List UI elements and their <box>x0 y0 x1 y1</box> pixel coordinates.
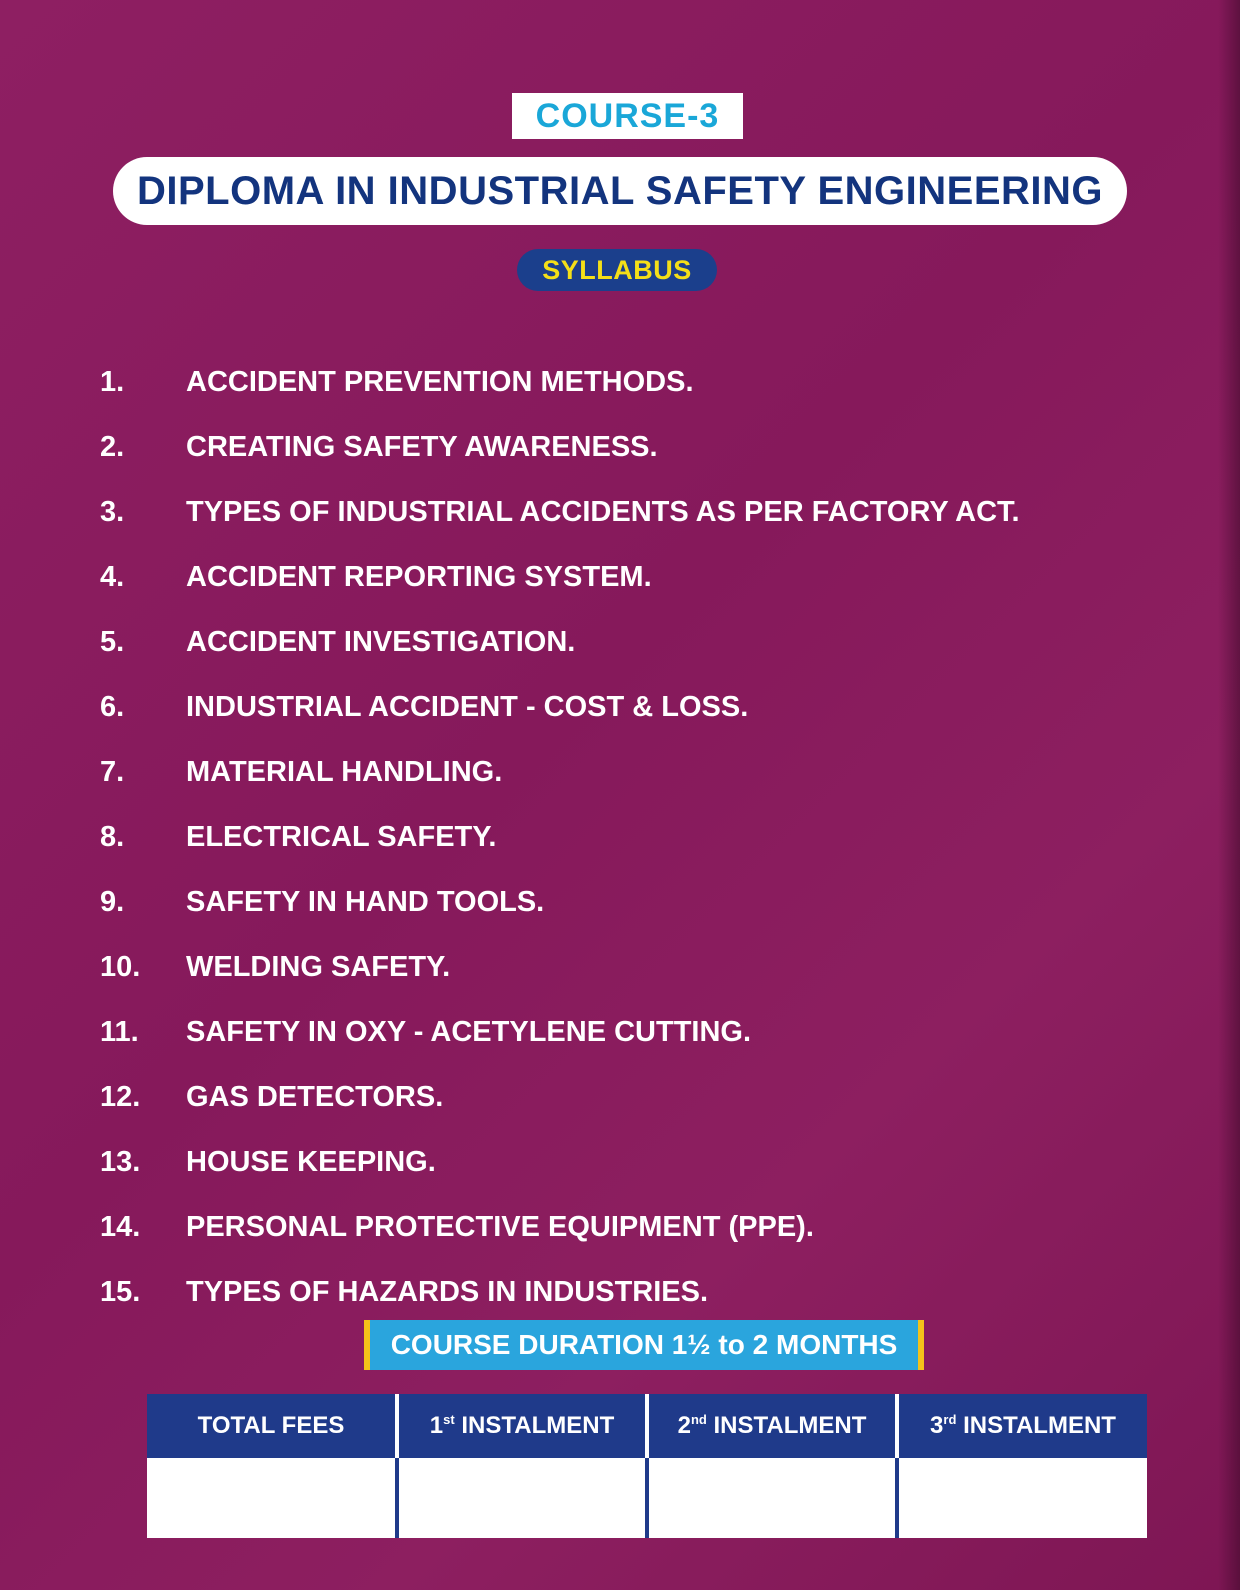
fees-header-ordinal: nd <box>690 1412 707 1427</box>
fees-header-rest: INSTALMENT <box>706 1412 867 1439</box>
fees-table <box>147 1394 1147 1538</box>
syllabus-item <box>100 1130 1160 1195</box>
syllabus-item-number: 6. <box>100 691 125 723</box>
syllabus-item-number: 1. <box>100 366 125 398</box>
syllabus-item-text: HOUSE KEEPING. <box>186 1146 436 1178</box>
syllabus-item <box>100 870 1160 935</box>
syllabus-item <box>100 935 1160 1000</box>
fees-column-header <box>897 1394 1147 1458</box>
fees-value-cell <box>147 1458 397 1538</box>
syllabus-item <box>100 350 1160 415</box>
fees-column-header <box>147 1394 397 1458</box>
syllabus-item-number: 9. <box>100 886 125 918</box>
syllabus-item-number: 10. <box>100 951 141 983</box>
syllabus-item <box>100 1000 1160 1065</box>
syllabus-item <box>100 545 1160 610</box>
syllabus-item <box>100 415 1160 480</box>
fees-value-cell <box>897 1458 1147 1538</box>
syllabus-item-number: 8. <box>100 821 125 853</box>
syllabus-heading: SYLLABUS <box>517 249 717 291</box>
syllabus-item-number: 15. <box>100 1276 141 1308</box>
syllabus-item-text: ACCIDENT REPORTING SYSTEM. <box>186 561 652 593</box>
fees-column-header <box>397 1394 647 1458</box>
syllabus-item <box>100 610 1160 675</box>
syllabus-item-number: 13. <box>100 1146 141 1178</box>
syllabus-item <box>100 740 1160 805</box>
syllabus-item-text: TYPES OF HAZARDS IN INDUSTRIES. <box>186 1276 709 1308</box>
page-edge-shadow <box>1218 0 1240 1590</box>
syllabus-item-number: 11. <box>100 1016 139 1048</box>
syllabus-item-number: 2. <box>100 431 125 463</box>
syllabus-item-text: TYPES OF INDUSTRIAL ACCIDENTS AS PER FACTORY ACT. <box>186 496 1020 528</box>
course-tag: COURSE-3 <box>512 93 743 139</box>
syllabus-item-text: ACCIDENT PREVENTION METHODS. <box>186 366 694 398</box>
syllabus-item <box>100 1195 1160 1260</box>
fees-value-row <box>147 1458 1147 1538</box>
fees-header-main: 3 <box>930 1412 944 1439</box>
syllabus-item-number: 14. <box>100 1211 141 1243</box>
syllabus-item-text: INDUSTRIAL ACCIDENT - COST & LOSS. <box>186 691 749 723</box>
fees-header-ordinal: rd <box>943 1412 957 1427</box>
syllabus-item-text: CREATING SAFETY AWARENESS. <box>186 431 658 463</box>
fees-column-header <box>647 1394 897 1458</box>
syllabus-item-number: 7. <box>100 756 125 788</box>
syllabus-item-number: 3. <box>100 496 125 528</box>
fees-value-cell <box>647 1458 897 1538</box>
fees-header-main: 1 <box>429 1412 444 1439</box>
fees-header-ordinal: st <box>443 1412 455 1427</box>
course-duration-banner: COURSE DURATION 1½ to 2 MONTHS <box>364 1320 924 1370</box>
syllabus-item-text: SAFETY IN OXY - ACETYLENE CUTTING. <box>186 1016 752 1048</box>
syllabus-item-text: PERSONAL PROTECTIVE EQUIPMENT (PPE). <box>186 1211 814 1243</box>
fees-header-row <box>147 1394 1147 1458</box>
syllabus-item-text: ELECTRICAL SAFETY. <box>186 821 497 853</box>
fees-header-main: 2 <box>677 1412 691 1439</box>
fees-header-main: TOTAL FEES <box>197 1412 345 1439</box>
fees-value-cell <box>397 1458 647 1538</box>
syllabus-item-text: SAFETY IN HAND TOOLS. <box>186 886 545 918</box>
fees-header-rest: INSTALMENT <box>454 1412 615 1439</box>
syllabus-item-text: GAS DETECTORS. <box>186 1081 444 1113</box>
syllabus-item-text: ACCIDENT INVESTIGATION. <box>186 626 576 658</box>
syllabus-item <box>100 675 1160 740</box>
syllabus-item-text: MATERIAL HANDLING. <box>186 756 503 788</box>
syllabus-item <box>100 805 1160 870</box>
syllabus-item-text: WELDING SAFETY. <box>186 951 451 983</box>
syllabus-item <box>100 1260 1160 1325</box>
syllabus-item-number: 5. <box>100 626 125 658</box>
syllabus-item-number: 4. <box>100 561 125 593</box>
fees-header-rest: INSTALMENT <box>956 1412 1116 1439</box>
syllabus-item <box>100 480 1160 545</box>
syllabus-item <box>100 1065 1160 1130</box>
syllabus-list <box>100 350 1160 1325</box>
syllabus-item-number: 12. <box>100 1081 141 1113</box>
course-title: DIPLOMA IN INDUSTRIAL SAFETY ENGINEERING <box>113 157 1127 225</box>
